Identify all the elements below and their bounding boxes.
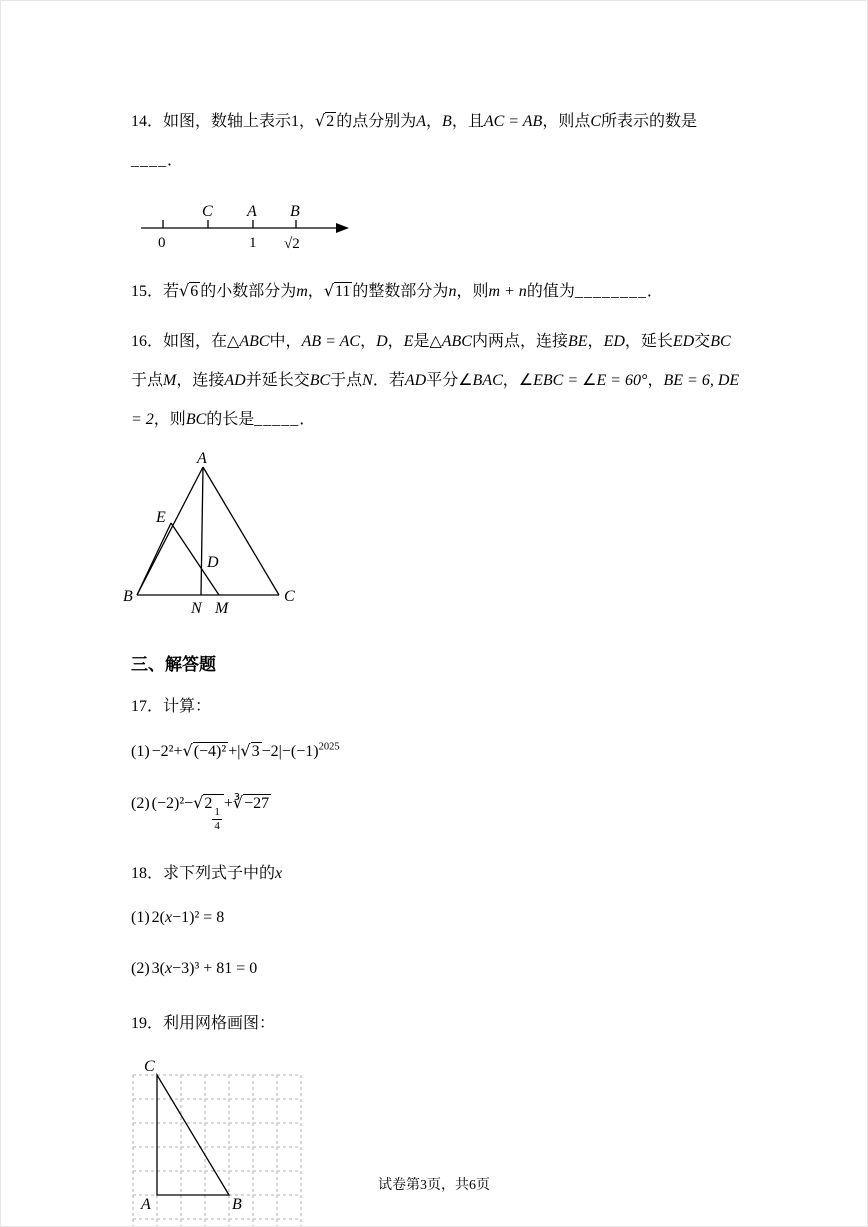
fraction-denominator: 4: [214, 820, 220, 833]
point-label-e: E: [156, 509, 166, 527]
math-run: BC: [309, 371, 331, 389]
formula-17-1: [131, 736, 741, 767]
math-run: ∠EBC = ∠E = 60°: [518, 371, 648, 389]
math-run: D: [376, 332, 388, 350]
problem-14-text: [131, 101, 741, 180]
math-run: BC: [710, 332, 731, 350]
grid-lines: [133, 1075, 301, 1227]
math-run: △ABC: [429, 332, 472, 350]
problem-19-title: 19．利用网格画图：: [131, 1015, 276, 1033]
page-footer: 试卷第3页，共6页: [378, 1178, 490, 1193]
text-run: 所表示的数是: [601, 113, 698, 130]
math-text: +|: [228, 743, 241, 761]
point-label-a: A: [247, 203, 257, 221]
fraction: [212, 806, 222, 835]
text-run: 的整数部分为: [352, 283, 449, 301]
tick-label-1: 1: [249, 235, 257, 252]
math-run: BE = 6, DE = 2: [131, 371, 740, 428]
math-run: ∠BAC: [458, 371, 503, 389]
grid-svg: [113, 1053, 313, 1227]
math-run: ED: [603, 332, 625, 350]
triangle-svg: [123, 449, 303, 619]
text-run: ，: [360, 332, 377, 350]
text-run: 的长是: [206, 410, 255, 428]
radicand: 2: [326, 113, 335, 130]
sqrt-radical: [324, 283, 353, 300]
text-run: 内两点，连接: [471, 332, 568, 350]
text-run: 的点分别为: [336, 113, 417, 130]
math-run: B: [442, 113, 452, 130]
math-text: 3(: [151, 959, 165, 977]
math-run: AB = AC: [301, 332, 361, 350]
vertex-label-b: B: [232, 1196, 242, 1214]
arrow-icon: [336, 223, 349, 233]
text-run: ，则: [153, 410, 186, 428]
text-run: ．: [646, 283, 663, 301]
math-run: AD: [224, 371, 246, 389]
section-3-title: 三、解答题: [131, 655, 216, 675]
math-run: AD: [404, 371, 427, 389]
text-run: ，且: [451, 113, 484, 130]
radicand: [203, 794, 224, 833]
text-run: 16．如图，在: [131, 332, 228, 350]
radicand: 11: [335, 283, 351, 301]
math-text: −1)² = 8: [172, 909, 225, 927]
text-run: 交: [694, 332, 711, 350]
math-run: m: [296, 283, 308, 301]
radicand: 6: [190, 283, 199, 301]
math-run: C: [590, 113, 602, 130]
item-number: (2): [131, 794, 150, 812]
text-run: 并延长交: [245, 371, 310, 389]
math-text: (−2)²−: [151, 794, 194, 812]
vertex-label-c: C: [144, 1058, 155, 1076]
problem-17: [131, 687, 741, 834]
text-run: 15．若: [131, 283, 180, 301]
triangle-figure: [123, 449, 741, 624]
vertex-label-a: A: [141, 1196, 151, 1214]
radicand-integer: 2: [204, 794, 213, 812]
math-run: BC: [185, 410, 207, 428]
math-variable: x: [164, 909, 173, 927]
math-variable: x: [164, 959, 173, 977]
number-line-figure: [133, 190, 741, 259]
formula-17-2: [131, 788, 741, 835]
math-run: n: [448, 283, 457, 301]
problem-17-title: 17．计算：: [131, 698, 212, 716]
problem-18-title: [131, 854, 741, 893]
point-label-d: D: [207, 554, 219, 572]
text-run: 14．如图，数轴上表示1，: [131, 113, 316, 130]
math-run: x: [275, 865, 283, 883]
text-run: 中，: [269, 332, 302, 350]
text-run: ，: [426, 113, 443, 130]
formula-18-1: [131, 903, 741, 933]
math-text: +: [223, 794, 233, 812]
text-run: ，: [587, 332, 604, 350]
answer-blank: _____: [254, 410, 300, 428]
math-text: −2²+: [151, 743, 183, 761]
math-text: −3)³ + 81 = 0: [172, 959, 258, 977]
math-run: AC = AB: [483, 113, 543, 130]
text-run: ．: [167, 152, 184, 170]
text-run: ，: [387, 332, 404, 350]
text-run: 是: [413, 332, 430, 350]
math-run: ED: [672, 332, 695, 350]
radicand: −27: [244, 794, 270, 812]
sqrt-radical: [193, 794, 224, 833]
text-run: 平分: [426, 371, 459, 389]
triangle-lines: [137, 467, 279, 595]
vertex-label-b: B: [123, 588, 133, 606]
text-run: ，延长: [624, 332, 673, 350]
vertex-label-a: A: [197, 450, 207, 468]
point-label-m: M: [215, 600, 229, 618]
item-number: (1): [131, 743, 150, 761]
vertex-label-c: C: [284, 588, 295, 606]
point-label-b: B: [290, 203, 300, 221]
math-run: A: [416, 113, 427, 130]
text-run: ，则: [456, 283, 489, 301]
grid-figure: [113, 1053, 741, 1227]
math-run: BE: [568, 332, 588, 350]
fraction-numerator: 1: [212, 806, 222, 821]
problem-16: [123, 322, 741, 625]
answer-blank: ________: [574, 283, 647, 301]
math-run: M: [163, 371, 177, 389]
text-run: 18．求下列式子中的: [131, 865, 276, 883]
item-number: (2): [131, 959, 150, 977]
item-number: (1): [131, 909, 150, 927]
text-run: 于点: [131, 371, 164, 389]
exponent: 2025: [318, 741, 340, 753]
math-run: m + n: [488, 283, 527, 301]
text-run: ，: [647, 371, 664, 389]
number-line-axis: [141, 220, 339, 228]
sqrt-radical: [315, 113, 336, 130]
text-run: ，连接: [176, 371, 225, 389]
text-run: ，则点: [542, 113, 591, 130]
sqrt-radical: [179, 283, 200, 300]
problem-15: [131, 271, 741, 311]
text-run: 的值为: [526, 283, 575, 301]
text-run: ，: [307, 283, 324, 301]
math-text: 2(: [151, 909, 165, 927]
sqrt-radical: [240, 743, 261, 760]
problem-14: [131, 101, 741, 259]
exam-content: [1, 1, 867, 1227]
problem-16-text: [131, 322, 741, 440]
tick-label-sqrt2: √2: [284, 236, 300, 253]
point-label-n: N: [191, 600, 202, 618]
radicand: 3: [251, 743, 260, 761]
text-run: ．: [299, 410, 316, 428]
problem-15-text: [131, 271, 741, 311]
sqrt-radical: [183, 743, 229, 760]
answer-blank: ____: [131, 152, 167, 170]
formula-18-2: [131, 954, 741, 984]
math-text: −2|−(−1): [261, 743, 319, 761]
text-run: ．若: [372, 371, 405, 389]
text-run: 的小数部分为: [200, 283, 297, 301]
number-line-svg: [133, 190, 361, 254]
tick-label-0: 0: [158, 235, 166, 252]
math-run: N: [362, 371, 373, 389]
math-run: △ABC: [227, 332, 270, 350]
text-run: 于点: [330, 371, 363, 389]
math-run: E: [403, 332, 414, 350]
radicand: (−4)²: [193, 743, 227, 761]
text-run: ，: [502, 371, 519, 389]
cube-root-radical: [233, 795, 271, 812]
problem-18: [131, 854, 741, 984]
point-label-c: C: [202, 203, 213, 221]
